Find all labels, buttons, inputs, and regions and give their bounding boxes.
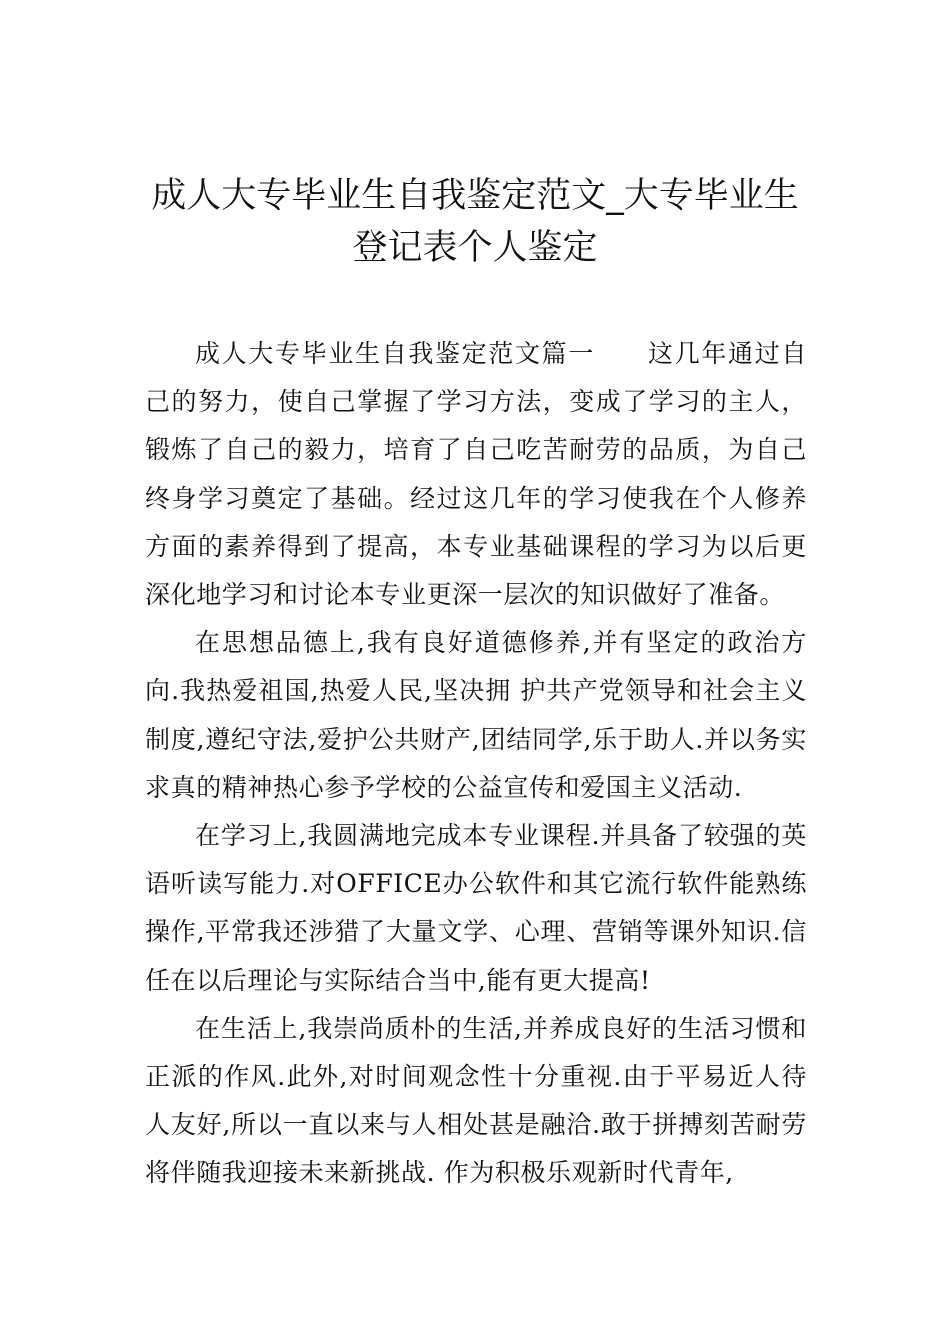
paragraph-4: 在生活上,我崇尚质朴的生活,并养成良好的生活习惯和正派的作风.此外,对时间观念性十分重视.由于平易近人待人友好,所以一直以来与人相处甚是融洽.敢于拼搏刻苦耐劳将伴随我迎接未来新挑战. 作为积极乐观新时代青年, xyxy=(145,1013,807,1188)
title-line-2: 登记表个人鉴定 xyxy=(352,228,598,268)
document-body xyxy=(145,330,807,1198)
paragraph-1-heading: 成人大专毕业生自我鉴定范文篇一 xyxy=(195,339,595,368)
paragraph-1 xyxy=(145,330,807,619)
paragraph-2: 在思想品德上,我有良好道德修养,并有坚定的政治方向.我热爱祖国,热爱人民,坚决拥 护共产党领导和社会主义制度,遵纪守法,爱护公共财产,团结同学,乐于助人.并以务实求真的精神热心参予学校的公益宣传和爱国主义活动. xyxy=(145,628,807,802)
paragraph-3: 在学习上,我圆满地完成本专业课程.并具备了较强的英语听读写能力.对OFFICE办公软件和其它流行软件能熟练操作,平常我还涉猎了大量文学、心理、营销等课外知识.信任在以后理论与实际结合当中,能有更大提高! xyxy=(145,821,807,995)
document-title xyxy=(120,170,830,274)
paragraph-1-text: 这几年通过自己的努力，使自己掌握了学习方法，变成了学习的主人，锻炼了自己的毅力，培育了自己吃苦耐劳的品质，为自己终身学习奠定了基础。经过这几年的学习使我在个人修养方面的素养得到了提高，本专业基础课程的学习为以后更深化地学习和讨论本专业更深一层次的知识做好了准备。 xyxy=(145,339,807,610)
title-line-1: 成人大专毕业生自我鉴定范文_大专毕业生 xyxy=(151,176,799,216)
